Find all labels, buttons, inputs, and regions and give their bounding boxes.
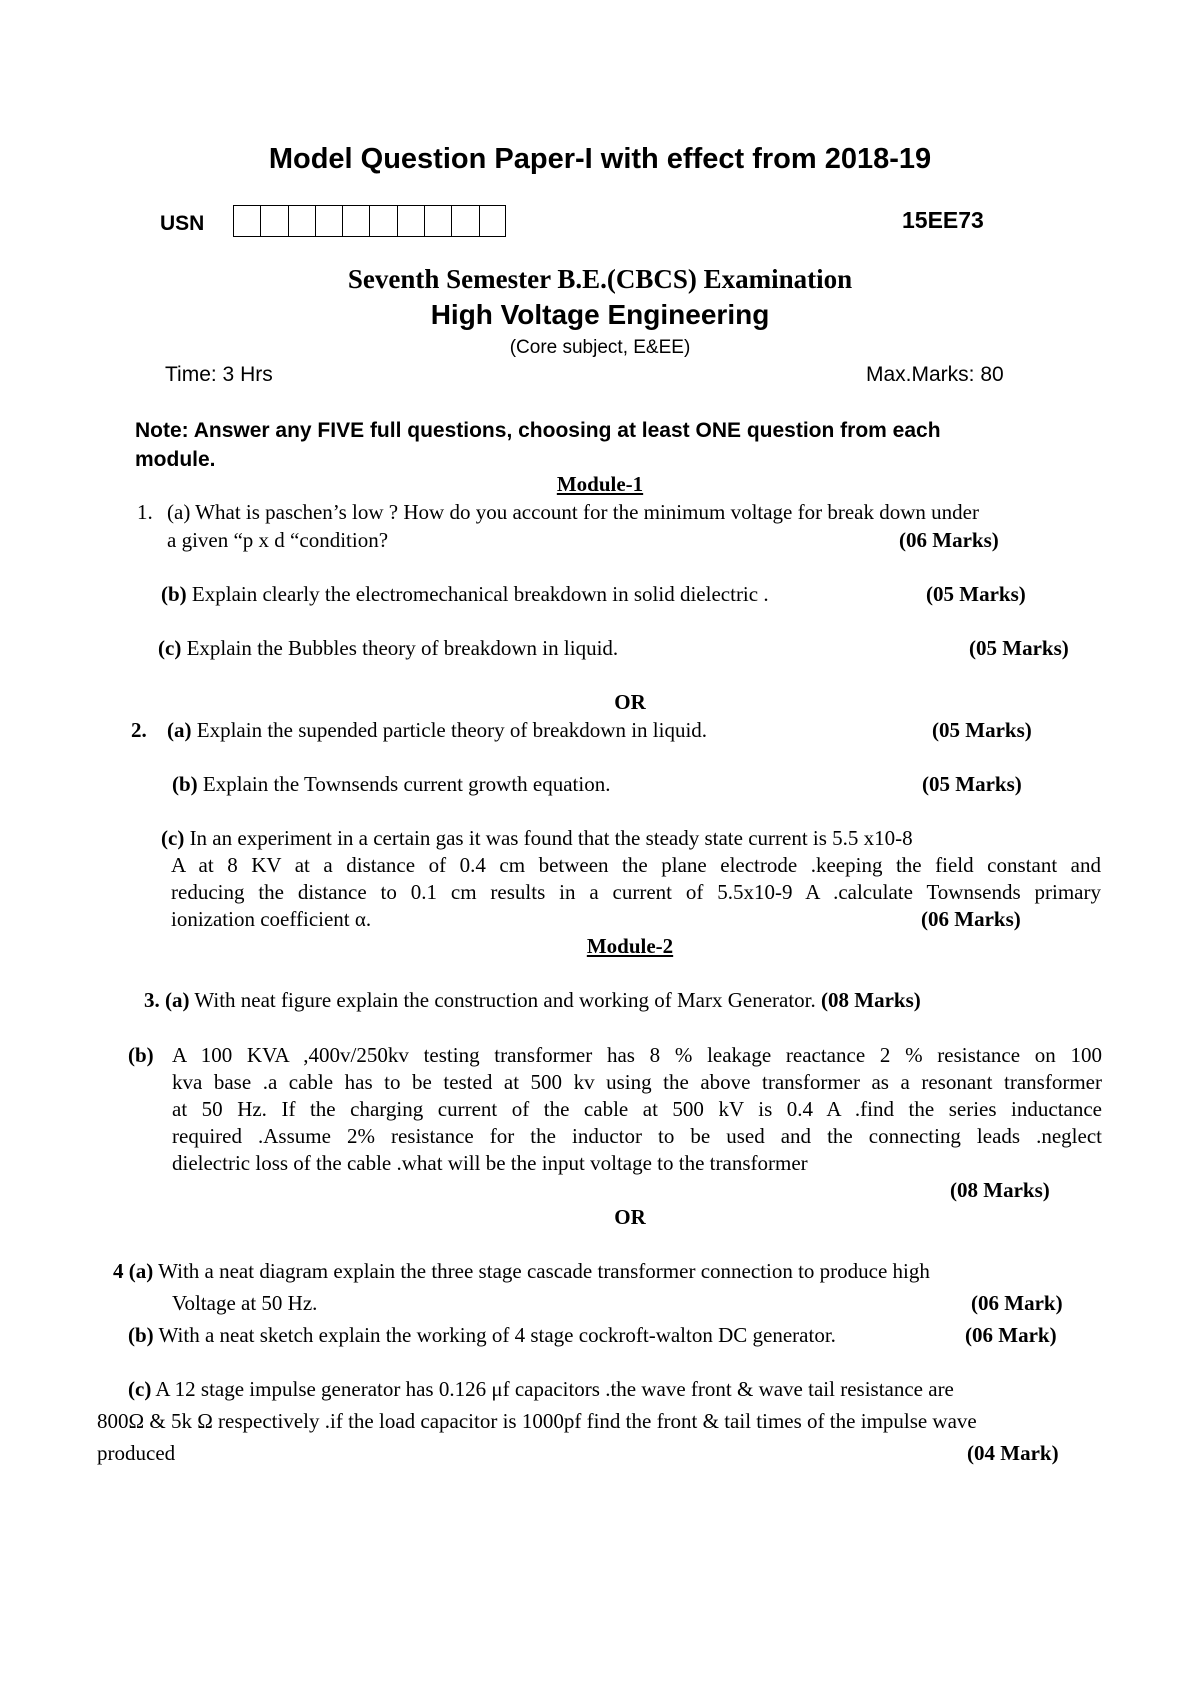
q2c-line-1-row [161,826,913,851]
q3a-number: 3. (a) [144,988,190,1012]
q4b-text: With a neat sketch explain the working of 4 stage cockroft-walton DC generator. [158,1323,836,1347]
q3b-label: (b) [128,1043,154,1067]
q4b-label: (b) [128,1323,154,1347]
q2b-text: Explain the Townsends current growth equation. [202,772,611,796]
usn-box[interactable] [342,205,369,237]
max-marks: Max.Marks: 80 [866,363,1004,386]
q2a-label: (a) [167,718,192,742]
q4a-line-1: With a neat diagram explain the three stage cascade transformer connection to produce high [158,1259,930,1283]
usn-box[interactable] [288,205,315,237]
q3a-text: With neat figure explain the construction and working of Marx Generator. [194,988,816,1012]
q2c-line-2: A at 8 KV at a distance of 0.4 cm between the plane electrode .keeping the field constant and [171,853,1101,877]
q3b-line-4: required .Assume 2% resistance for the inductor to be used and the connecting leads .neglect [172,1124,1102,1148]
q2-number: 2. [131,718,147,742]
q2b-question [172,772,610,797]
q1a-line-1: (a) What is paschen’s low ? How do you account for the minimum voltage for break down under [167,500,979,524]
q3b-line-3: at 50 Hz. If the charging current of the cable at 500 kV is 0.4 A .find the series inductance [172,1097,1102,1121]
q1c-label: (c) [158,636,182,660]
subject-type: (Core subject, E&EE) [509,337,691,358]
q4c-line-2: 800Ω & 5k Ω respectively .if the load capacitor is 1000pf find the front & tail times of the impulse wave [97,1409,977,1433]
usn-box[interactable] [369,205,396,237]
usn-box[interactable] [397,205,424,237]
instructions-note [135,416,1075,474]
exam-time: Time: 3 Hrs [165,363,273,386]
usn-box[interactable] [424,205,451,237]
q2c-label: (c) [161,826,185,850]
paper-title: Model Question Paper-I with effect from 2018-19 [268,143,932,175]
q3a-marks: (08 Marks) [821,988,921,1012]
or-divider-2: OR [614,1205,646,1229]
q4c-marks: (04 Mark) [967,1441,1059,1465]
module-2-heading: Module-2 [586,934,674,958]
q1c-text: Explain the Bubbles theory of breakdown in liquid. [186,636,619,660]
q1b-text: Explain clearly the electromechanical breakdown in solid dielectric . [191,582,769,606]
q3b-line-5: dielectric loss of the cable .what will be the input voltage to the transformer [172,1151,808,1175]
q4b-marks: (06 Mark) [965,1323,1057,1347]
usn-box[interactable] [260,205,287,237]
q1b-label: (b) [161,582,187,606]
usn-box[interactable] [233,205,260,237]
q3b-line-1: A 100 KVA ,400v/250kv testing transformer has 8 % leakage reactance 2 % resistance on 100 [172,1043,1102,1067]
q1a-line-2: a given “p x d “condition? [167,528,389,552]
q1-number: 1. [137,500,153,524]
q1b-marks: (05 Marks) [926,582,1026,606]
q2c-marks: (06 Marks) [921,907,1021,931]
q2a-marks: (05 Marks) [932,718,1032,742]
q4a-line-1-row [113,1259,930,1284]
q2b-label: (b) [172,772,198,796]
module-1-heading: Module-1 [556,472,644,496]
usn-label: USN [160,212,205,235]
usn-box[interactable] [315,205,342,237]
q4c-line-3: produced [97,1441,176,1465]
note-line-1: Note: Answer any FIVE full questions, choosing at least ONE question from each [135,419,941,442]
q3b-marks: (08 Marks) [950,1178,1050,1202]
subject-title: High Voltage Engineering [430,299,770,330]
q1a-marks: (06 Marks) [899,528,999,552]
or-divider-1: OR [614,690,646,714]
q2c-line-4: ionization coefficient α. [171,907,372,931]
q2c-line-1: In an experiment in a certain gas it was found that the steady state current is 5.5 x10-8 [189,826,913,850]
q4a-number: 4 (a) [113,1259,154,1283]
q3b-line-2: kva base .a cable has to be tested at 500 kv using the above transformer as a resonant transformer [172,1070,1102,1094]
q4c-label: (c) [128,1377,152,1401]
q1c-question [158,636,618,661]
q2b-marks: (05 Marks) [922,772,1022,796]
note-line-2: module. [135,448,216,471]
q4a-marks: (06 Mark) [971,1291,1063,1315]
q4c-line-1-row [128,1377,954,1402]
usn-boxes [233,205,506,237]
q4c-line-1: A 12 stage impulse generator has 0.126 μf capacitors .the wave front & wave tail resistance are [155,1377,954,1401]
q2a-question [167,718,707,743]
q2c-line-3: reducing the distance to 0.1 cm results in a current of 5.5x10-9 A .calculate Townsends primary [171,880,1101,904]
q4b-question [128,1323,836,1348]
q2a-text: Explain the supended particle theory of breakdown in liquid. [196,718,708,742]
course-code: 15EE73 [902,207,984,233]
q1b-question [161,582,769,607]
usn-box[interactable] [451,205,478,237]
q3a-question [144,988,921,1013]
exam-name: Seventh Semester B.E.(CBCS) Examination [347,264,853,294]
q4a-line-2: Voltage at 50 Hz. [172,1291,318,1315]
usn-box[interactable] [479,205,506,237]
q1c-marks: (05 Marks) [969,636,1069,660]
